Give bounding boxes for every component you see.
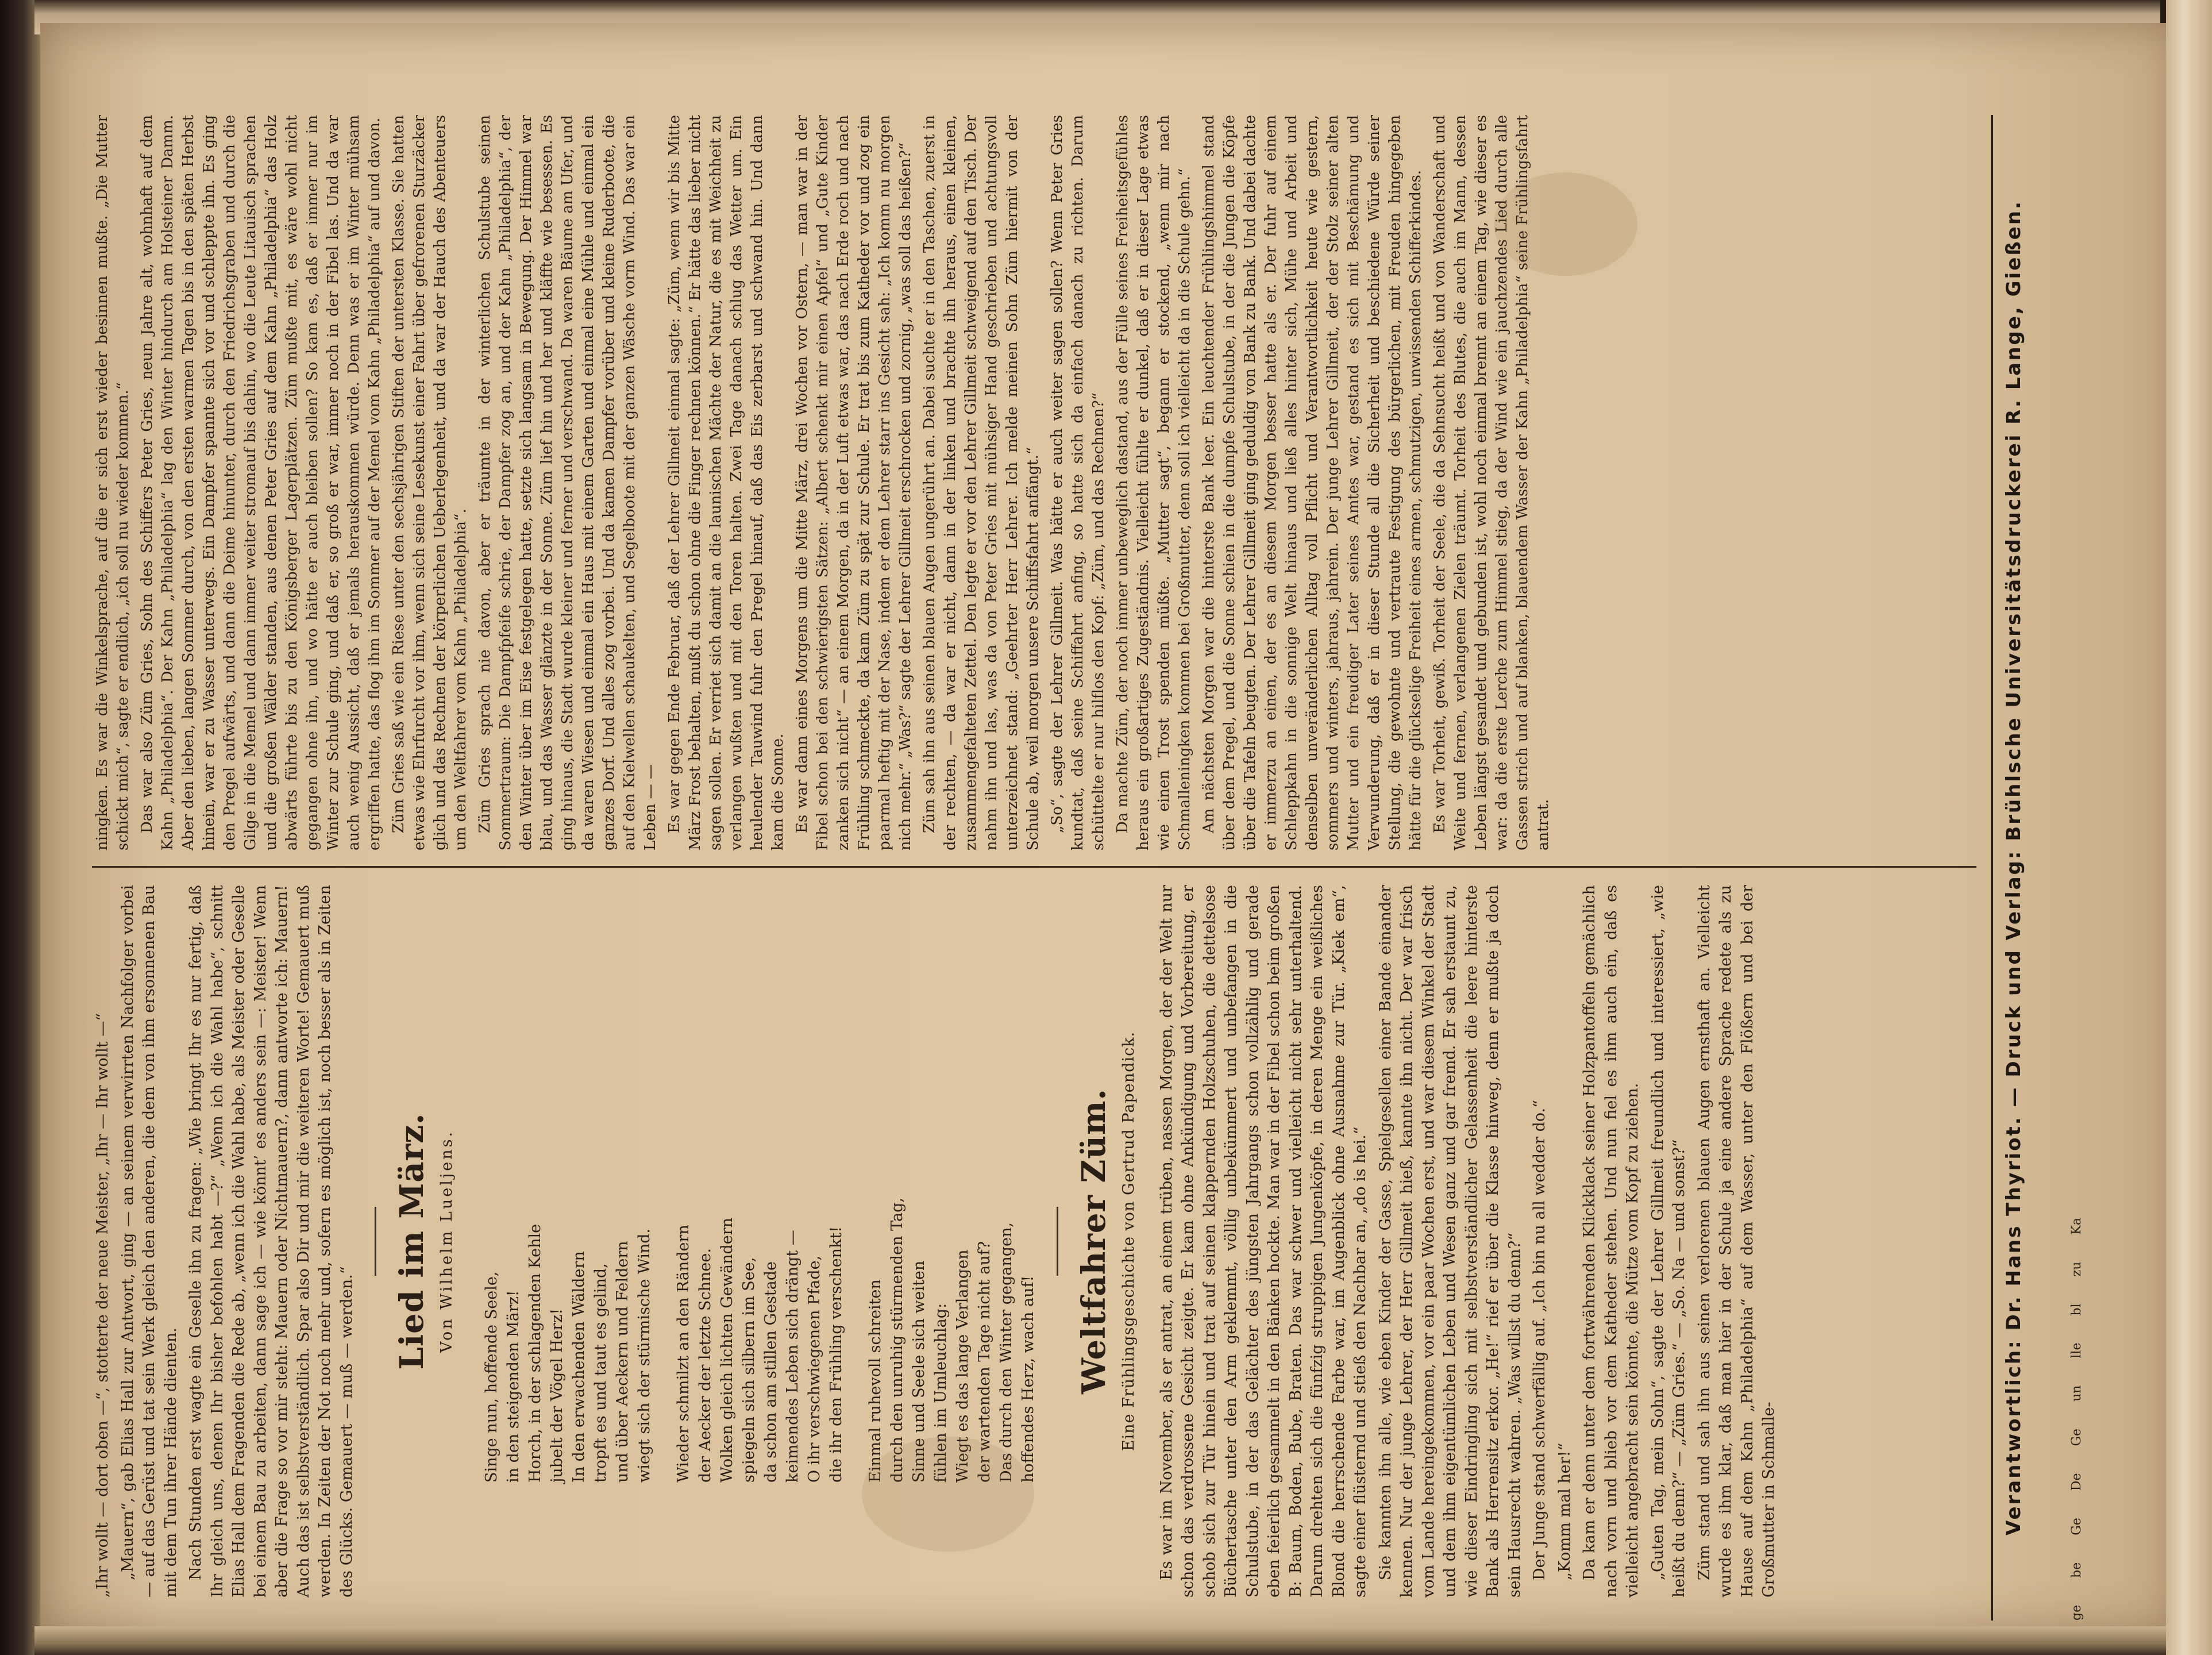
paragraph: Das war also Züm Gries, Sohn des Schiffers Peter Gries, neun Jahre alt, wohnhaft auf dem Kahn „Philadelphia“. Der Kahn „Philadelphia“ lag den Winter hindurch am Holsteiner Damm. Aber den lieben, langen Sommer durch, von den ersten warmen Tagen bis in den späten Herbst hinein, war er zu Wasser unterwegs. Ein Dampfer spannte sich vor und schleppte ihn. Es ging den Pregel aufwärts, und dann die Deime hinunter, durch den Friedrichsgraben und durch die Gilge in die Memel und dann immer weiter stromauf bis dahin, wo die Leute Litauisch sprachen und die großen Wälder standen, aus denen Peter Gries auf dem Kahn „Philadelphia“ das Holz abwärts führte bis zu den Königsberger Lagerplätzen. Züm mußte mit, es wäre wohl nicht gegangen ohne ihn, und wo hätte er auch bleiben sollen? So kam es, daß er immer nur im Winter zur Schule ging, und daß er, so groß er war, immer noch in der Fibel las. Und da war auch wenig Aussicht, daß er jemals herauskommen würde. Denn was er im Winter mühsam ergriffen hatte, das flog ihm im Sommer auf der Memel vom Kahn „Philadelphia“ auf und davon.	[138, 115, 383, 850]
paragraph: Es war im November, als er antrat, an einem trüben, nassen Morgen, der der Welt nur schon das verdrossene Gesicht zeigte. Er kam ohne Ankündigung und Vorbereitung, er schob sich zur Tür hinein und trat auf seinen klappernden Holzschuhen, die dettelsose Büchertasche unter den Arm geklemmt, völlig unbekümmert und unbefangen in die Schulstube, in der das Gelächter des jüngsten Jahrgangs schon vollzählig und gerade eben feierlich gesammelt in den Bänken hockte. Man war in der Fibel schon beim großen B: Baum, Boden, Bube, Braten. Das war schwer und vielleicht nicht sehr unterhaltend. Darum drehten sich die fünfzig struppigen Jungenköpfe, in deren Menge ein weißliches Blond die herrschende Farbe war, im Augenblick ohne Ausnahme zur Tür. „Kiek em“, sagte einer flüsternd und stieß den Nachbar an, „do is hei.“	[1157, 885, 1369, 1598]
poem-byline: Von Wilhelm Lueljens.	[438, 1129, 456, 1353]
poem-line: Singe nun, hoffende Seele,	[483, 1271, 500, 1483]
book-spine	[0, 0, 40, 1655]
paragraph: Es war Torheit, gewiß. Torheit der Seele, die da Sehnsucht heißt und von Wanderschaft und Weite und fernen, verlangenen Zielen träumt. Torheit des Blutes, die auch im Mann, dessen Leben längst gesandet und gebunden ist, wohl noch einmal brennt an einem Tag, wie dieser es war: da die erste Lerche zum Himmel stieg, da der Wind wie ein jauchzendes Lied durch alle Gassen strich und auf blanken, blauendem Wasser der Kahn „Philadelphia“ seine Frühlingsfahrt antrat.	[1431, 115, 1552, 850]
poem-line: fühlen im Umleuchlag:	[932, 1303, 950, 1483]
poem-line: Sinne und Seele sich weiten	[910, 1260, 928, 1483]
fragment: lle	[2070, 1342, 2084, 1358]
paragraph: Züm sah ihn aus seinen blauen Augen ungerührt an. Dabei suchte er in den Taschen, zuerst in der rechten, — da war er nicht, dann in der linken und brachte ihn heraus, einen kleinen, zusammengefalteten Zettel. Den legte er vor den Lehrer Gillmeit schweigend auf den Tisch. Der nahm ihn und las, was da von Peter Gries mit mühsiger Hand geschrieben und achtungsvoll unterzeichnet stand: „Geehrter Herr Lehrer. Ich melde meinen Sohn Züm hiermit von der Schule ab, weil morgen unsere Schiffsfahrt anfängt.“	[921, 115, 1042, 850]
poem-line: Wolken gleich lichten Gewändern	[718, 1217, 736, 1483]
fragment: Ge	[2070, 1518, 2084, 1535]
paragraph: Es war dann eines Morgens um die Mitte März, drei Wochen vor Ostern, — man war in der Fibel schon bei den schwierigsten Sätzen: „Albert schenkt mir einen Apfel“ und „Gute Kinder zanken sich nicht“ — an einem Morgen, da in der Luft etwas war, das nach Erde roch und nach Frühling schmeckte, da kam Züm zu spät zur Schule. Er trat bis zum Katheder vor und zog ein paarmal heftig mit der Nase, indem er dem Lehrer starr ins Gesicht sah: „Ich komm nu morgen nich mehr.“ „Was?“ sagte der Lehrer Gillmeit erschrocken und zornig, „was soll das heißen?“	[793, 115, 914, 850]
poem-stanza	[481, 885, 656, 1483]
poem-line: da schon am stillen Gestade	[762, 1261, 780, 1483]
section-rule	[375, 1207, 376, 1276]
paper-stain	[1494, 172, 1637, 276]
poem-line: Wieder schmilzt an den Rändern	[675, 1225, 692, 1483]
paragraph: Züm Gries sprach nie davon, aber er träumte in der winterlichen Schulstube seinen Sommertraum: Die Dampfpfeife schrie, der Dampfer zog an, und der Kahn „Philadelphia“, der den Winter über im Eise festgelegen hatte, setzte sich langsam in Bewegung. Der Himmel war blau, und das Wasser glänzte in der Sonne. Züm lief hin und her und kläffte wie besessen. Es ging hinaus, die Stadt wurde kleiner und ferner und verschwand. Da waren Bäume am Ufer, und da waren Wiesen und einmal ein Haus mit einem Garten und einmal eine Mühle und einmal ein ganzes Dorf. Und alles zog vorbei. Und da kamen Dampfer vorüber und kleine Ruderboote, die auf den Kielwellen schaukelten, und Segelboote mit der ganzen Wäsche vorm Wind. Das war ein Leben — —	[476, 115, 659, 850]
paragraph: „Mauern“, gab Elias Hall zur Antwort, ging — an seinem verwirrten Nachfolger vorbei — auf das Gerüst und tat sein Werk gleich den anderen, die dem von ihm ersonnenen Bau mit dem Tun ihrer Hände dienten.	[118, 885, 180, 1598]
rotated-page-content	[69, 34, 2149, 1621]
right-column	[92, 115, 1988, 850]
poem-line: jubelt der Vögel Herz!	[548, 1308, 566, 1483]
paragraph: Am nächsten Morgen war die hinterste Bank leer. Ein leuchtender Frühlingshimmel stand über dem Pregel, und die Sonne schien in die dumpfe Schulstube, in der die Jungen die Köpfe über die Tafeln beugten. Der Lehrer Gillmeit ging geduldig von Bank zu Bank. Und dabei dachte er immerzu an einen, der es an diesem Morgen besser hatte als er. Der fuhr auf einem Schleppkahn in die sonnige Welt hinaus und ließ alles hinter sich, Mühe und Arbeit und denselben unveränderlichen Alltag voll Pflicht und Verantwortlichkeit heute wie gestern, sommers und winters, jahraus, jahrein. Der junge Lehrer Gillmeit, der der Stolz seiner alten Mutter und ein freudiger Later seines Amtes war, gestand es sich mit Beschämung und Verwunderung, daß er in dieser Stunde all die Sicherheit und beschiedene Würde seiner Stellung, die gewohnte und vertraute Festigung des bürgerlichen, mit Freuden hingegeben hätte für die glückselige Freiheit eines armen, schmutzigen, unwissenden Schifferkindes.	[1200, 115, 1424, 850]
poem-line: In den erwachenden Wäldern	[570, 1251, 588, 1483]
story-title: Weltfahrer Züm.	[1075, 1088, 1113, 1394]
paper-stain	[862, 1437, 1034, 1552]
poem-title: Lied im März.	[393, 1113, 431, 1370]
paragraph: Nach Stunden erst wagte ein Geselle ihn zu fragen: „Wie bringt Ihr es nur fertig, daß Ihr gleich uns, denen Ihr bisher befohlen habt —?“ „Wenn ich die Wahl habe“, schnitt Elias Hall dem Fragenden die Rede ab, „wenn ich die Wahl habe, als Meister oder Geselle bei einem Bau zu arbeiten, dann sage ich — wie könnt’ es anders sein —: Meister! Wenn aber die Frage so vor mir steht: Mauern oder Nichtmauern?, dann antworte ich: Mauern! Auch das ist selbstverständlich. Spar also Dir und mir die weiteren Worte! Gemauert muß werden. In Zeiten der Not noch mehr und, sofern es möglich ist, noch besser als in Zeiten des Glücks. Gemauert — muß — werden.“	[187, 885, 356, 1598]
poem-line: Einmal ruhevoll schreiten	[866, 1279, 884, 1483]
poem-line: spiegeln sich silbern im See,	[740, 1257, 758, 1483]
fragment: De	[2070, 1473, 2084, 1491]
fragment: be	[2070, 1562, 2084, 1578]
poem-line: der Aecker der letzte Schnee.	[696, 1248, 714, 1483]
paragraph: Da kam er denn unter dem fortwährenden Klickklack seiner Holzpantoffeln gemächlich nach vorn und blieb vor dem Katheder stehen. Und nun fiel es ihm auch ein, daß es vielleicht angebracht sein könnte, die Mütze vom Kopf zu ziehen.	[1581, 885, 1641, 1598]
footer-rule	[1991, 115, 1993, 1621]
poem-line: hoffendes Herz, wach auf!	[1019, 1275, 1037, 1483]
paragraph: Der Junge stand schwerfällig auf. „Ich bin nu all wedder do.“	[1531, 1099, 1548, 1580]
paragraph: „So“, sagte der Lehrer Gillmeit. Was hätte er auch weiter sagen sollen? Wenn Peter Gries kundtat, daß seine Schiffahrt anfing, so hatte sich da einfach danach zu richten. Darum schüttelte er nur hilflos den Kopf: „Züm, und das Rechnen?“	[1049, 115, 1107, 850]
fragment: zu	[2070, 1261, 2084, 1277]
poem-line: Das durch den Winter gegangen,	[997, 1222, 1015, 1483]
paragraph: Züm Gries saß wie ein Riese unter den sechsjährigen Stiften der untersten Klasse. Sie hatten etwas wie Ehrfurcht vor ihm, wenn sich seine Lesekunst einer Fahrt über gefrorenen Sturzäcker glich und das Rechnen der körperlichen Ueberlegenheit, und da war der Hauch des Abenteuers um den Weltfahrer vom Kahn „Philadelphia“.	[390, 115, 469, 850]
poem-line: die ihr den Frühling verschenkt!	[827, 1226, 845, 1483]
fragment: bl	[2070, 1303, 2084, 1316]
paragraph: Es war gegen Ende Februar, daß der Lehrer Gillmeit einmal sagte: „Züm, wenn wir bis Mitte März Frost behalten, mußt du schon ohne die Finger rechnen können.“ Er hätte das lieber nicht sagen sollen. Er verriet sich damit an die launischen Mächte der Natur, die es mit Weichheit zu verlangen wußten und mit den Toren halten. Zwei Tage danach schlug das Wetter um. Ein heulender Tauwind fuhr den Pregel hinauf, daß das Eis zerbarst und schwand hin. Und dann kam die Sonne.	[666, 115, 787, 850]
poem-stanza	[673, 885, 847, 1483]
fragment: Ge	[2070, 1428, 2084, 1446]
fragment: Ka	[2070, 1218, 2084, 1235]
column-divider	[92, 866, 1976, 868]
poem-line: keimendes Leben sich drängt —	[784, 1230, 801, 1483]
paragraph: Sie kannten ihn alle, wie eben Kinder der Gasse, Spielgesellen einer Bande einander kennen. Nur der junge Lehrer, der Herr Gillmeit hieß, kannte ihn nicht. Der war frisch vom Lande hereingekommen, vor ein paar Wochen erst, und war diesem Winkel der Stadt und dem ihm eigentümlichen Leben und Wesen ganz und gar fremd. Er sah erstaunt zu, wie dieser Eindringling sich mit selbstverständlicher Gelassenheit die leere hinterste Bank als Herrensitz erkor. „He!“ rief er über die Klasse hinweg, denn er mußte ja doch sein Hausrecht wahren. „Was willst du denn?“	[1376, 885, 1524, 1598]
paragraph: Da machte Züm, der noch immer unbeweglich dastand, aus der Fülle seines Freiheitsgefühles heraus ein großartiges Zugeständnis. Vielleicht fühlte er dunkel, daß er in dieser Lage etwas wie einen Trost spenden müßte. „Mutter sagt“, begann er stockend, „wenn mir nach Schmalleningken kommen bei Großmutter, denn soll ich vielleicht da in die Schule gehn.“	[1114, 115, 1193, 850]
poem-line: und über Aeckern und Feldern	[614, 1241, 631, 1483]
imprint-footer: Verantwortlich: Dr. Hans Thyriot. — Druck und Verlag: Brühlsche Universitätsdruckerei R. Lange, Gießen.	[2002, 200, 2025, 1535]
paragraph: „Guten Tag, mein Sohn“, sagte der Lehrer Gillmeit freundlich und interessiert, „wie heißt du denn?“ — „Züm Gries.“ — „So. Na — und sonst?“	[1648, 885, 1688, 1598]
book-edge-bottom	[34, 1626, 2178, 1655]
paragraph: ningken. Es war die Winkelsprache, auf die er sich erst wieder besinnen mußte. „Die Mutter schickt mich“, sagte er endlich, „ich soll nu wieder kommen.“	[94, 115, 132, 850]
poem-line: Wiegt es das lange Verlangen	[954, 1249, 972, 1483]
poem-line: tropft es und taut es gelind,	[592, 1263, 610, 1483]
poem-line: der wartenden Tage nicht auf?	[976, 1241, 993, 1483]
left-column	[92, 885, 1988, 1598]
poem-line: wiegt sich der stürmische Wind.	[635, 1228, 653, 1483]
fragment: ge	[2070, 1604, 2084, 1621]
paragraph: Züm stand und sah ihn aus seinen verlorenen blauen Augen ernsthaft an. Vielleicht wurde es ihm klar, daß man hier in der Schule ja eine andere Sprache redete als zu Hause auf dem Kahn „Philadelphia“ auf dem Wasser, unter den Flößern und bei der Großmutter in Schmalle-	[1695, 885, 1778, 1598]
poem-line: O ihr verschwiegenen Pfade,	[806, 1255, 823, 1483]
poem-stanza	[865, 885, 1039, 1483]
facing-page-fragments	[2068, 34, 2149, 1621]
facing-page-edge	[2166, 0, 2212, 1655]
fragment: un	[2070, 1385, 2084, 1402]
poem-line: in den steigenden März!	[504, 1290, 522, 1483]
section-rule	[1057, 1207, 1058, 1276]
poem-line: durch den unruhig stürmenden Tag,	[888, 1198, 906, 1483]
paragraph: „Komm mal her!“	[1555, 1442, 1574, 1580]
poem-line: Horch, in der schlagenden Kehle	[526, 1223, 544, 1483]
story-subtitle: Eine Frühlingsgeschichte von Gertrud Papendick.	[1120, 1031, 1138, 1452]
paragraph: „Ihr wollt — dort oben —“, stotterte der neue Meister, „Ihr — Ihr wollt —“	[94, 1013, 111, 1598]
